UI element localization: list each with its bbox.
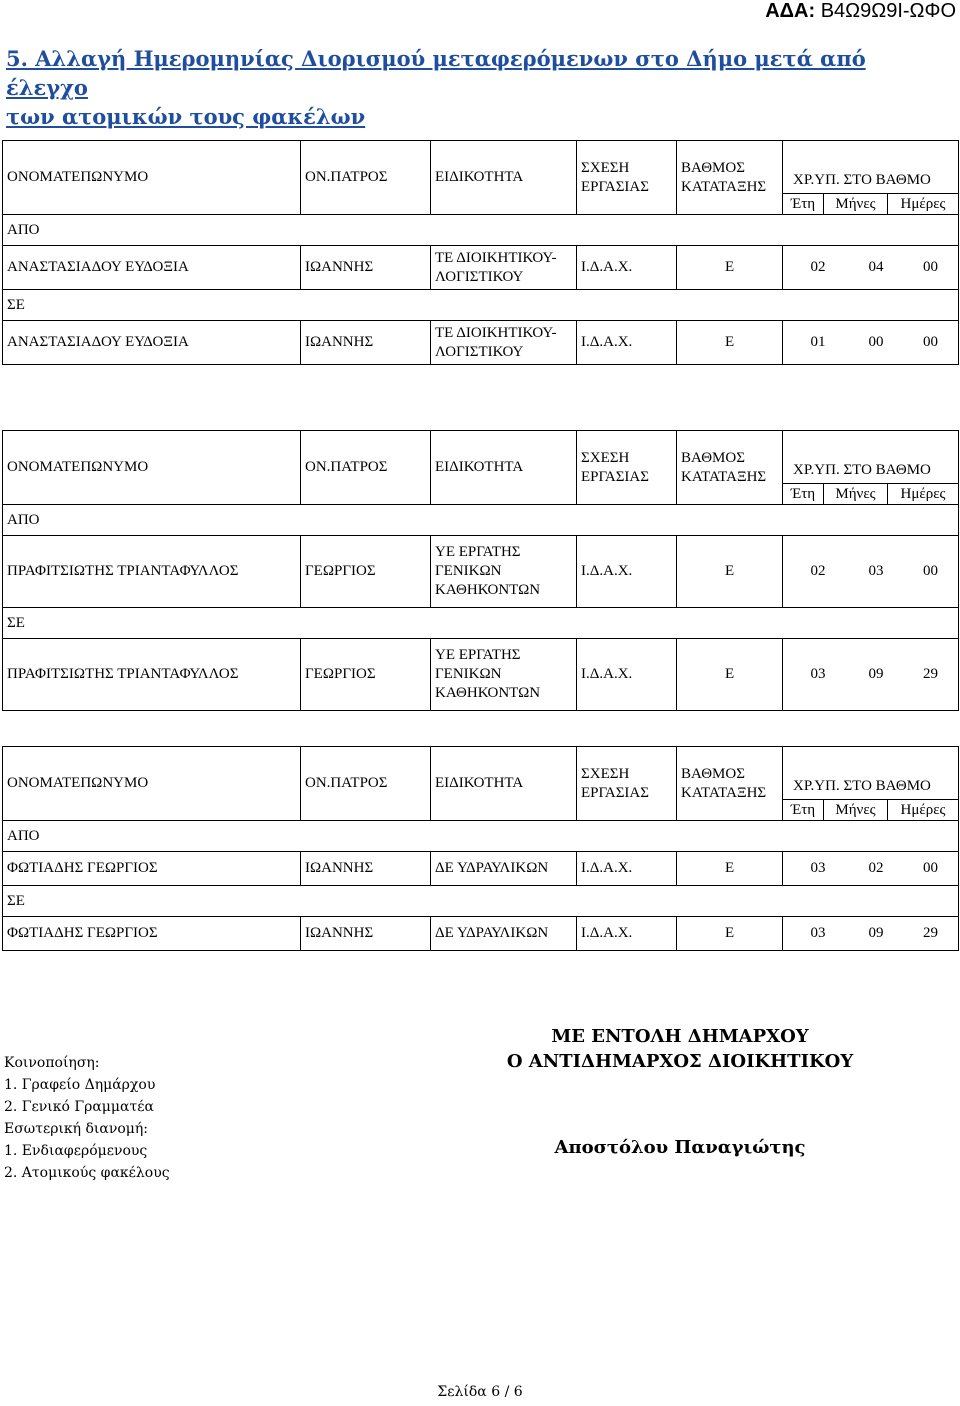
service-time [783,639,959,711]
header-relation [577,431,677,505]
employee-name: ΦΩΤΙΑΔΗΣ ΓΕΩΡΓΙΟΣ [3,917,301,951]
service-years: 02 [810,259,826,275]
service-days: 00 [923,860,938,876]
service-time [783,321,959,365]
header-grade [677,141,783,215]
header-years: Έτη [783,484,824,505]
from-row-label: ΑΠΟ [3,215,959,246]
header-grade-line2: ΚΑΤΑΤΑΞΗΣ [681,468,767,485]
to-row-label: ΣΕ [3,608,959,639]
header-grade-line1: ΒΑΘΜΟΣ [681,449,745,466]
father-name: ΙΩΑΝΝΗΣ [301,321,431,365]
notify-item: 2. Γενικό Γραμματέα [4,1099,154,1115]
header-father: ΟΝ.ΠΑΤΡΟΣ [301,141,431,215]
header-months: Μήνες [824,800,888,821]
header-relation-line1: ΣΧΕΣΗ [581,765,630,782]
table-row [3,536,959,608]
header-row [3,747,959,821]
table-row [3,321,959,365]
header-row [3,141,959,215]
grade: Ε [677,246,783,290]
header-years: Έτη [783,800,824,821]
header-name: ΟΝΟΜΑΤΕΠΩΝΥΜΟ [3,141,301,215]
father-name: ΙΩΑΝΝΗΣ [301,917,431,951]
header-service [783,431,959,505]
order-line-1: ΜΕ ΕΝΤΟΛΗ ΔΗΜΑΡΧΟΥ [551,1026,809,1047]
work-relation: Ι.Δ.Α.Χ. [577,639,677,711]
work-relation: Ι.Δ.Α.Χ. [577,917,677,951]
header-service-title: ΧΡ.ΥΠ. ΣΤΟ ΒΑΘΜΟ [793,777,931,794]
signer-name: Αποστόλου Παναγιώτης [554,1137,806,1158]
table-row [3,917,959,951]
internal-item: 1. Ενδιαφερόμενους [4,1143,148,1159]
order-line-2: Ο ΑΝΤΙΔΗΜΑΡΧΟΣ ΔΙΟΙΚΗΤΙΚΟΥ [506,1051,854,1072]
service-time [783,246,959,290]
transfer-table [2,430,959,711]
header-days: Ημέρες [887,194,958,215]
service-time [783,852,959,886]
father-name: ΓΕΩΡΓΙΟΣ [301,536,431,608]
from-row-label: ΑΠΟ [3,505,959,536]
header-grade-line1: ΒΑΘΜΟΣ [681,159,745,176]
header-service-title: ΧΡ.ΥΠ. ΣΤΟ ΒΑΘΜΟ [793,461,931,478]
notify-title: Κοινοποίηση: [4,1055,100,1071]
transfer-table [2,746,959,951]
distribution-list [4,1052,170,1184]
header-days: Ημέρες [887,800,958,821]
service-time [783,536,959,608]
work-relation: Ι.Δ.Α.Χ. [577,246,677,290]
ada-label: ΑΔΑ: [765,0,816,22]
header-relation-line2: ΕΡΓΑΣΙΑΣ [581,178,649,195]
to-row [3,290,959,321]
employee-name: ΑΝΑΣΤΑΣΙΑΔΟΥ ΕΥΔΟΞΙΑ [3,246,301,290]
header-grade [677,747,783,821]
header-service-title: ΧΡ.ΥΠ. ΣΤΟ ΒΑΘΜΟ [793,171,931,188]
to-row-label: ΣΕ [3,290,959,321]
work-relation: Ι.Δ.Α.Χ. [577,536,677,608]
service-days: 00 [923,563,938,579]
header-father: ΟΝ.ΠΑΤΡΟΣ [301,431,431,505]
grade: Ε [677,321,783,365]
header-relation-line2: ΕΡΓΑΣΙΑΣ [581,784,649,801]
to-row [3,886,959,917]
header-years: Έτη [783,194,824,215]
header-specialty: ΕΙΔΙΚΟΤΗΤΑ [431,747,577,821]
service-months: 02 [868,860,884,876]
specialty: ΥΕ ΕΡΓΑΤΗΣ ΓΕΝΙΚΩΝ ΚΑΘΗΚΟΝΤΩΝ [431,536,577,608]
transfer-table [2,140,959,365]
service-time [783,917,959,951]
specialty: ΔΕ ΥΔΡΑΥΛΙΚΩΝ [431,917,577,951]
header-months: Μήνες [824,194,888,215]
header-name: ΟΝΟΜΑΤΕΠΩΝΥΜΟ [3,431,301,505]
header-father: ΟΝ.ΠΑΤΡΟΣ [301,747,431,821]
page-number: Σελίδα 6 / 6 [437,1384,523,1400]
header-relation-line2: ΕΡΓΑΣΙΑΣ [581,468,649,485]
header-relation [577,747,677,821]
employee-name: ΑΝΑΣΤΑΣΙΑΔΟΥ ΕΥΔΟΞΙΑ [3,321,301,365]
service-years: 03 [810,666,826,682]
father-name: ΓΕΩΡΓΙΟΣ [301,639,431,711]
header-name: ΟΝΟΜΑΤΕΠΩΝΥΜΟ [3,747,301,821]
service-years: 03 [810,860,826,876]
header-specialty: ΕΙΔΙΚΟΤΗΤΑ [431,141,577,215]
specialty: ΔΕ ΥΔΡΑΥΛΙΚΩΝ [431,852,577,886]
to-row-label: ΣΕ [3,886,959,917]
work-relation: Ι.Δ.Α.Χ. [577,321,677,365]
service-years: 01 [810,334,826,350]
header-relation-line1: ΣΧΕΣΗ [581,159,630,176]
service-months: 00 [868,334,884,350]
header-grade-line1: ΒΑΘΜΟΣ [681,765,745,782]
service-days: 00 [923,334,938,350]
grade: Ε [677,917,783,951]
specialty: ΤΕ ΔΙΟΙΚΗΤΙΚΟΥ- ΛΟΓΙΣΤΙΚΟΥ [431,321,577,365]
header-relation [577,141,677,215]
signature-block [480,1024,880,1074]
heading-line-1: 5. Αλλαγή Ημερομηνίας Διορισμού μεταφερόμενων στο Δήμο μετά από έλεγχο [6,46,866,100]
service-months: 03 [868,563,884,579]
employee-name: ΠΡΑΦΙΤΣΙΩΤΗΣ ΤΡΙΑΝΤΑΦΥΛΛΟΣ [3,536,301,608]
header-specialty: ΕΙΔΙΚΟΤΗΤΑ [431,431,577,505]
header-relation-line1: ΣΧΕΣΗ [581,449,630,466]
notify-item: 1. Γραφείο Δημάρχου [4,1077,156,1093]
section-heading [6,44,911,131]
from-row [3,821,959,852]
header-months: Μήνες [824,484,888,505]
specialty: ΥΕ ΕΡΓΑΤΗΣ ΓΕΝΙΚΩΝ ΚΑΘΗΚΟΝΤΩΝ [431,639,577,711]
ada-code [765,0,956,23]
service-months: 04 [868,259,884,275]
grade: Ε [677,852,783,886]
employee-name: ΦΩΤΙΑΔΗΣ ΓΕΩΡΓΙΟΣ [3,852,301,886]
heading-line-2: των ατομικών τους φακέλων [6,104,366,129]
employee-name: ΠΡΑΦΙΤΣΙΩΤΗΣ ΤΡΙΑΝΤΑΦΥΛΛΟΣ [3,639,301,711]
grade: Ε [677,536,783,608]
header-days: Ημέρες [887,484,958,505]
header-row [3,431,959,505]
father-name: ΙΩΑΝΝΗΣ [301,246,431,290]
father-name: ΙΩΑΝΝΗΣ [301,852,431,886]
service-years: 02 [810,563,826,579]
header-grade-line2: ΚΑΤΑΤΑΞΗΣ [681,784,767,801]
specialty: ΤΕ ΔΙΟΙΚΗΤΙΚΟΥ- ΛΟΓΙΣΤΙΚΟΥ [431,246,577,290]
work-relation: Ι.Δ.Α.Χ. [577,852,677,886]
service-days: 29 [923,925,938,941]
grade: Ε [677,639,783,711]
table-row [3,246,959,290]
from-row [3,505,959,536]
service-months: 09 [868,925,884,941]
service-days: 00 [923,259,938,275]
table-row [3,639,959,711]
ada-value: Β4Ω9Ω9Ι-ΩΦΟ [820,0,956,22]
service-years: 03 [810,925,826,941]
from-row [3,215,959,246]
service-months: 09 [868,666,884,682]
header-service [783,141,959,215]
service-days: 29 [923,666,938,682]
header-grade [677,431,783,505]
from-row-label: ΑΠΟ [3,821,959,852]
internal-item: 2. Ατομικούς φακέλους [4,1165,170,1181]
table-row [3,852,959,886]
header-service [783,747,959,821]
internal-title: Εσωτερική διανομή: [4,1121,149,1137]
header-grade-line2: ΚΑΤΑΤΑΞΗΣ [681,178,767,195]
to-row [3,608,959,639]
